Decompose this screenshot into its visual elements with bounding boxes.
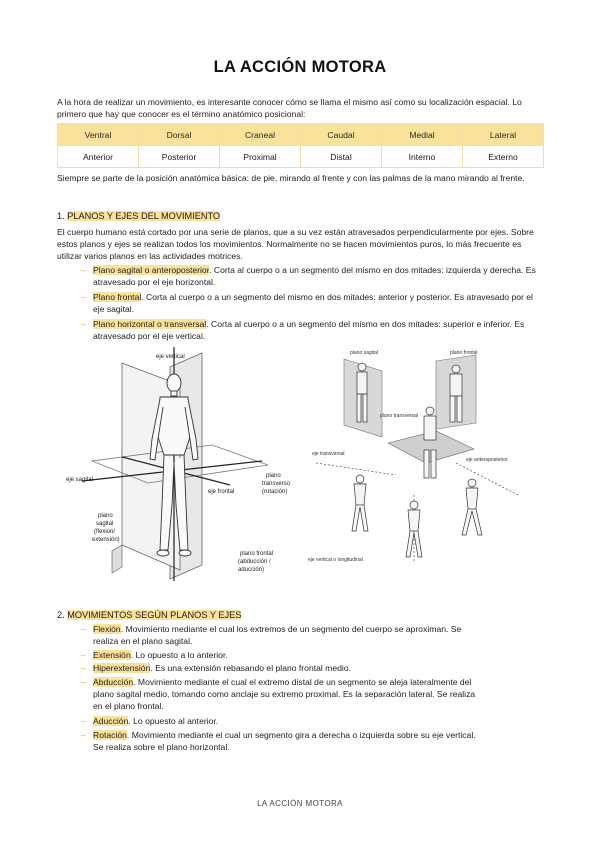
section1-heading [57, 211, 220, 221]
movement-description: . Movimiento mediante el cual los extremos de un segmento del cuerpo se aproximan. Se [120, 624, 462, 634]
label-eje-sagital: eje sagital [66, 477, 94, 483]
plane-term: Plano sagital o anteroposterior [93, 265, 210, 275]
movement-item [93, 715, 545, 727]
label-plano-frontal: (abducción / [238, 559, 271, 565]
movement-description: . Lo opuesto al anterior. [128, 716, 219, 726]
movement-term: Flexión [93, 624, 121, 634]
movement-description: plano sagital medio, tomando como anclaje su extremo proximal. Es la separación lateral. Se realiza [93, 689, 476, 700]
plane-item [93, 318, 545, 342]
movement-item [93, 649, 545, 661]
label-plano-frontal: aducción) [238, 567, 265, 573]
bullet-arrow-icon: → [78, 662, 87, 672]
terms-header-cell: Lateral [463, 124, 544, 146]
movement-description: . Es una extensión rebasando el plano frontal medio. [150, 663, 351, 673]
plane-description: . Corta al cuerpo o a un segmento del mismo en dos mitades: superior e inferior. Es atravesado por el eje vertical. [93, 319, 525, 342]
section1-title: PLANOS Y EJES DEL MOVIMIENTO [67, 211, 221, 221]
terms-header-cell: Ventral [58, 124, 139, 146]
label-eje-anteroposterior: eje anteroposterior [466, 457, 508, 463]
terms-body-cell: Distal [301, 146, 382, 168]
label-plano-transverso: plano [266, 473, 281, 479]
planes-axes-figure-right [306, 345, 546, 577]
movement-item [93, 662, 545, 674]
movement-description: . Lo opuesto a lo anterior. [130, 650, 228, 660]
bullet-arrow-icon: → [78, 318, 87, 328]
bullet-arrow-icon: → [78, 291, 87, 301]
movement-item [93, 729, 545, 753]
label-eje-vertical: eje vertical [156, 354, 185, 360]
label-plano-sagital: plano [98, 513, 113, 519]
terms-header-cell: Caudal [301, 124, 382, 146]
bullet-arrow-icon: → [78, 649, 87, 659]
label-eje-transversal: eje transversal [312, 451, 345, 457]
section1-paragraph: El cuerpo humano está cortado por una serie de planos, que a su vez están atravesados perpendicularmente por ejes. Sobre estos planos y ejes se realizan todos los movimientos. Normalmente no se hacen movimientos puros, lo más frecuente es utilizar varios planos en las actividades motrices. [57, 227, 534, 262]
label-plano-transverso: (rotación) [262, 489, 288, 495]
bullet-arrow-icon: → [78, 264, 87, 274]
movement-item [93, 676, 545, 713]
plane-description: . Corta al cuerpo o a un segmento del mismo en dos mitades: izquierda y derecha. Es atravesado por el eje horizontal. [93, 265, 536, 288]
plane-term: Plano frontal [93, 292, 142, 302]
section1-number: 1. [57, 211, 65, 221]
terms-header-cell: Craneal [220, 124, 301, 146]
plane-description: . Corta al cuerpo o a un segmento del mismo en dos mitades: anterior y posterior. Es atravesado por el eje sagital. [93, 292, 533, 315]
figure-axis-transverse [352, 475, 368, 531]
section2-title: MOVIMIENTOS SEGÚN PLANOS Y EJES [67, 610, 242, 620]
movement-description: realiza en el plano sagital. [93, 636, 193, 647]
label-plano-transverso: transverso [262, 481, 291, 487]
terms-body-cell: Posterior [139, 146, 220, 168]
movement-description: Se realiza sobre el plano horizontal. [93, 742, 230, 753]
movement-description: . Movimiento mediante el cual el extremo distal de un segmento se aleja lateralmente del [133, 677, 472, 687]
terms-header-cell: Dorsal [139, 124, 220, 146]
label-plano-frontal: plano frontal [450, 350, 478, 356]
movement-term: Abducción [93, 677, 134, 687]
plane-term: Plano horizontal o transversal [93, 319, 207, 329]
label-eje-frontal: eje frontal [208, 489, 235, 495]
movement-term: Hiperextensión [93, 663, 151, 673]
label-plano-sagital: (flexion/ [94, 529, 116, 535]
movement-item [93, 623, 545, 647]
terms-body-cell: Proximal [220, 146, 301, 168]
terms-header-cell: Medial [382, 124, 463, 146]
label-plano-sagital: sagital [96, 521, 114, 527]
intro-paragraph: A la hora de realizar un movimiento, es interesante conocer cómo se llama el mismo así como su localización espacial. Lo primero que hay que conocer es el término anatómico posicional: [57, 97, 522, 120]
movement-term: Extensión [93, 650, 131, 660]
plane-item [93, 264, 545, 288]
transverse-axis-line [316, 463, 396, 475]
decorative-box [112, 545, 122, 573]
terms-body-cell: Externo [463, 146, 544, 168]
bullet-arrow-icon: → [78, 715, 87, 725]
page-title: LA ACCIÓN MOTORA [213, 58, 387, 76]
position-paragraph: Siempre se parte de la posición anatómica básica: de pie, mirando al frente y con las palmas de la mano mirando al frente. [57, 173, 525, 183]
label-plano-frontal: plano frontal [240, 551, 274, 557]
planes-axes-figure-left [62, 345, 302, 587]
plane-item [93, 291, 545, 315]
anteroposterior-axis-line [456, 463, 518, 495]
movement-term: Aducción [93, 716, 129, 726]
terms-body-row [58, 146, 544, 168]
terms-body-cell: Interno [382, 146, 463, 168]
movement-description: en el plano frontal. [93, 701, 164, 712]
terms-body-cell: Anterior [58, 146, 139, 168]
label-plano-sagital: plano sagital [350, 350, 379, 356]
section2-number: 2. [57, 610, 65, 620]
bullet-arrow-icon: → [78, 729, 87, 739]
label-plano-sagital: extensión) [92, 537, 120, 543]
section2-heading [57, 610, 241, 620]
bullet-arrow-icon: → [78, 623, 87, 633]
terms-header-row [58, 124, 544, 146]
figure-axis-anteroposterior [462, 479, 482, 535]
bullet-arrow-icon: → [78, 676, 87, 686]
label-plano-transversal: plano transversal [380, 413, 419, 419]
anatomical-terms-table [57, 123, 544, 168]
label-eje-vertical: eje vertical o longitudinal [308, 557, 363, 563]
movement-description: . Movimiento mediante el cual un segmento gira a derecha o izquierda sobre su eje vertical. [126, 730, 476, 740]
movement-term: Rotación [93, 730, 127, 740]
page-footer: LA ACCIÓN MOTORA [257, 799, 343, 808]
